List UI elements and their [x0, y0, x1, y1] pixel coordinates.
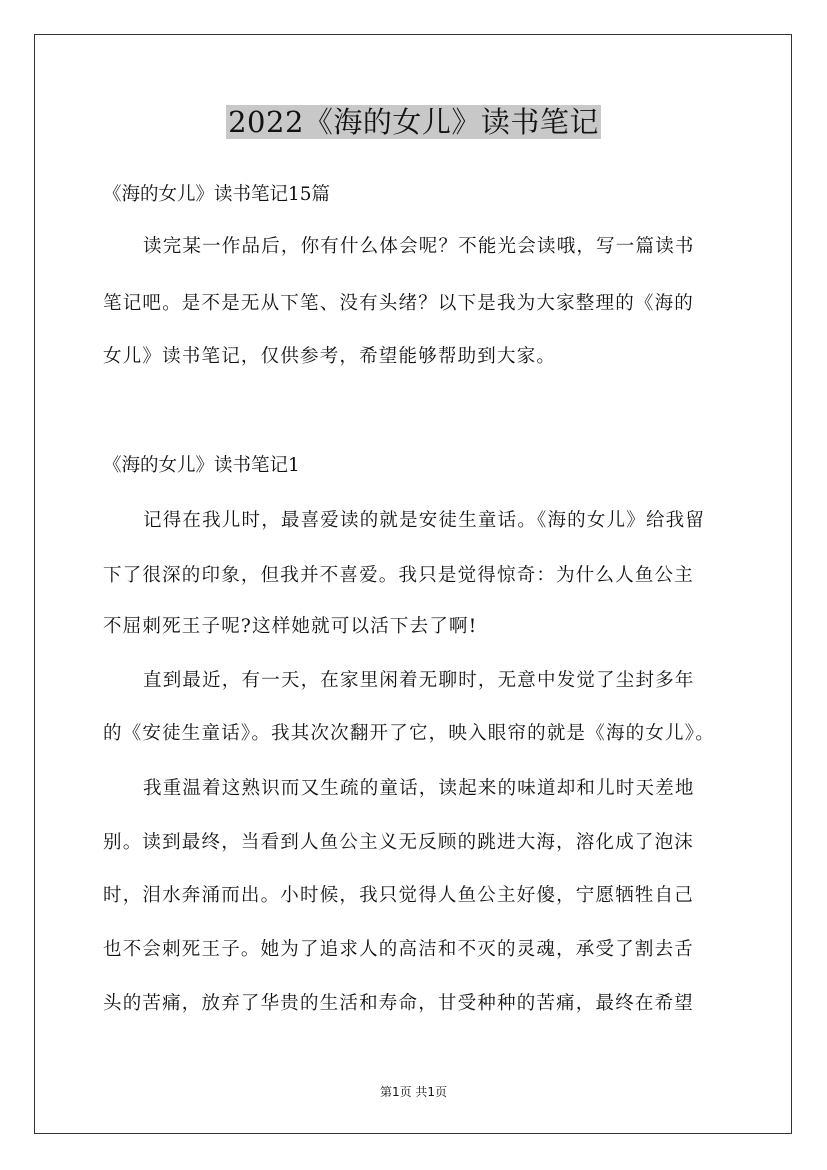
paragraph-line: 直到最近，有一天，在家里闲着无聊时，无意中发觉了尘封多年: [143, 670, 695, 691]
section-heading: 《海的女儿》读书笔记1: [103, 455, 300, 476]
intro-line: 女儿》读书笔记，仅供参考，希望能够帮助到大家。: [103, 346, 557, 367]
paragraph-line: 的《安徒生童话》。我其次次翻开了它，映入眼帘的就是《海的女儿》。: [103, 723, 715, 744]
paragraph-line: 时，泪水奔涌而出。小时候，我只觉得人鱼公主好傻，宁愿牺牲自己: [103, 885, 695, 906]
page-number-footer: 第1页 共1页: [379, 1085, 448, 1099]
intro-line: 读完某一作品后，你有什么体会呢？不能光会读哦，写一篇读书: [143, 236, 695, 257]
paragraph-line: 下了很深的印象，但我并不喜爱。我只是觉得惊奇：为什么人鱼公主: [103, 565, 695, 586]
paragraph-line: 也不会刺死王子。她为了追求人的高洁和不灭的灵魂，承受了割去舌: [103, 939, 695, 960]
paragraph-line: 头的苦痛，放弃了华贵的生活和寿命，甘受种种的苦痛，最终在希望: [103, 993, 695, 1014]
document-title-text: 2022《海的女儿》读书笔记: [228, 105, 599, 139]
paragraph-line: 别。读到最终，当看到人鱼公主义无反顾的跳进大海，溶化成了泡沫: [103, 832, 695, 853]
paragraph-line: 我重温着这熟识而又生疏的童话，读起来的味道却和儿时天差地: [143, 778, 695, 799]
document-title: [0, 102, 827, 142]
paragraph-line: 记得在我儿时，最喜爱读的就是安徒生童话。《海的女儿》给我留: [143, 510, 706, 531]
document-subtitle: 《海的女儿》读书笔记15篇: [103, 184, 331, 205]
intro-line: 笔记吧。是不是无从下笔、没有头绪？以下是我为大家整理的《海的: [103, 293, 695, 314]
paragraph-line: 不屈刺死王子呢?这样她就可以活下去了啊!: [103, 616, 478, 637]
